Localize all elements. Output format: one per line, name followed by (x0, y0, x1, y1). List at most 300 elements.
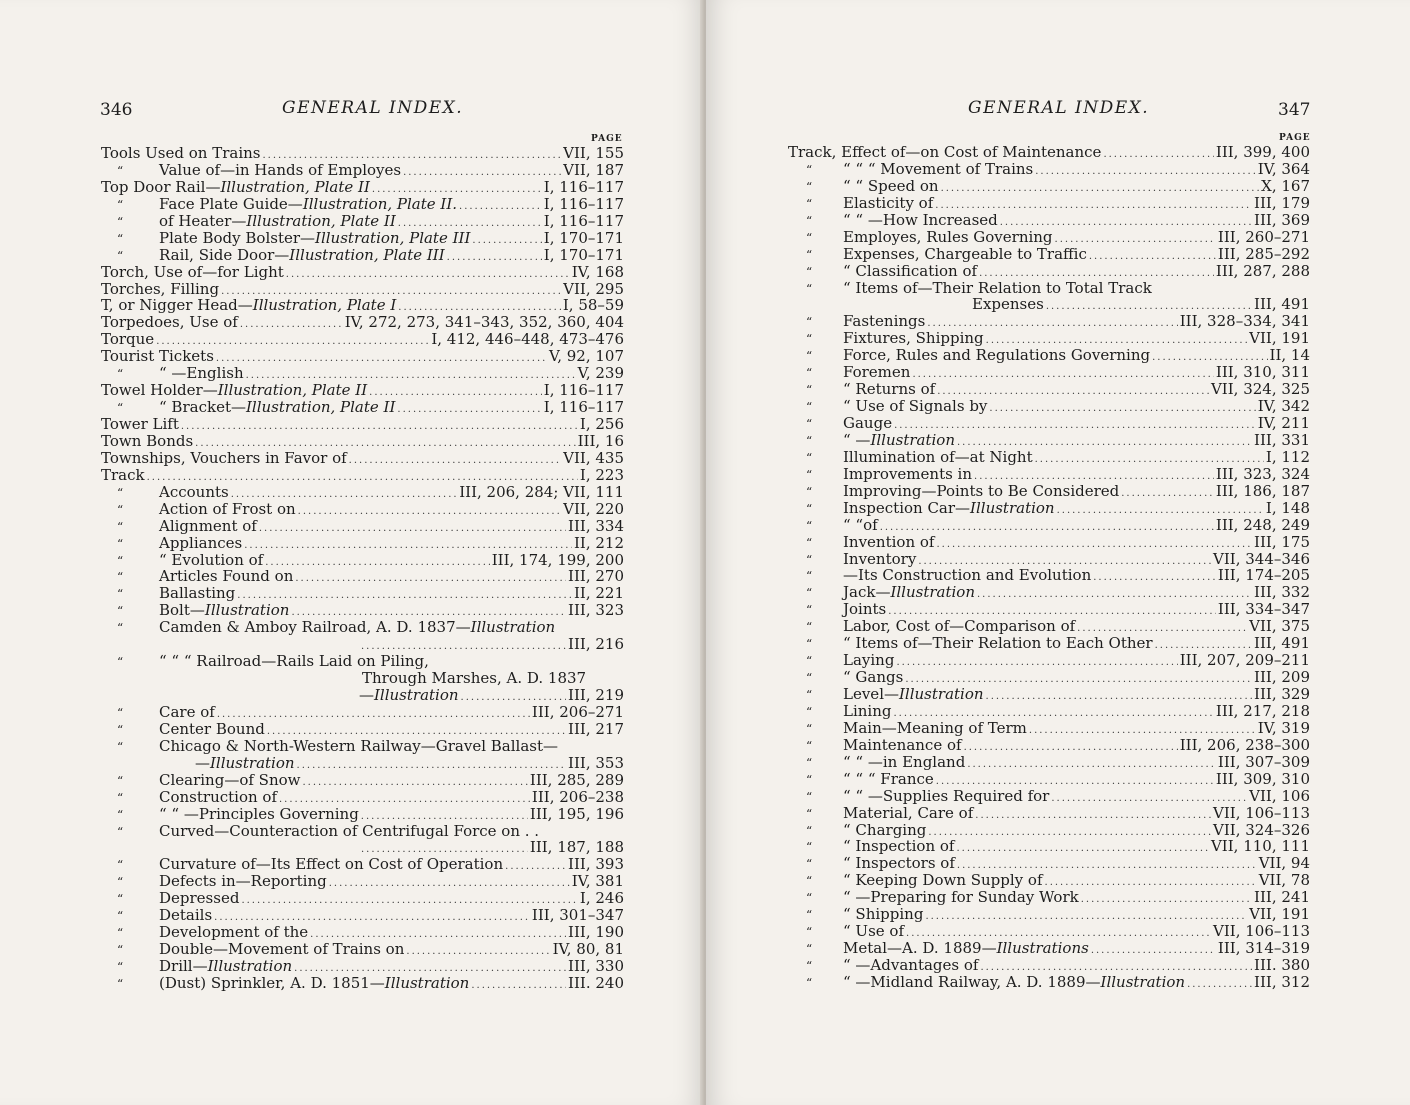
index-entry (788, 822, 1310, 839)
page-reference: X, 167 (1261, 176, 1310, 195)
page-reference: III, 491 (1254, 295, 1310, 314)
page-reference: IV, 319 (1257, 718, 1310, 737)
entry-text: Torpedoes, Use of (101, 313, 238, 332)
leader-dots (216, 351, 547, 368)
page-reference: III, 353 (568, 753, 624, 772)
leader-dots (941, 181, 1260, 198)
page-reference: VII, 94 (1258, 854, 1310, 873)
page-reference: III, 399, 400 (1215, 143, 1310, 161)
index-entry (101, 636, 624, 653)
index-entry (788, 161, 1310, 178)
entry-text: Towel Holder—Illustration, Plate II (101, 381, 368, 400)
page-number: 346 (100, 100, 133, 120)
leader-dots (403, 165, 561, 182)
leader-dots (975, 808, 1211, 825)
ditto-mark: “ (117, 604, 124, 619)
entry-text: “ —Illustration (843, 430, 955, 449)
entry-text: Accounts (159, 482, 229, 501)
ditto-mark: “ (117, 909, 124, 924)
ditto-mark: “ (806, 569, 813, 584)
entry-text: “ Gangs (843, 668, 904, 687)
entry-text: Foremen (843, 363, 911, 382)
entry-text: Depressed (159, 889, 240, 908)
page-number: 347 (1278, 100, 1311, 120)
entry-text: —Its Construction and Evolution (843, 566, 1092, 585)
ditto-mark: “ (806, 264, 813, 279)
index-entry (101, 975, 624, 992)
entry-text: Center Bound (159, 719, 265, 738)
entry-text: “ “ “ Movement of Trains (843, 159, 1034, 178)
leader-dots (349, 453, 561, 470)
index-entry (101, 416, 624, 433)
ditto-mark: “ (806, 484, 813, 499)
page-reference: IV, 272, 273, 341–343, 352, 360, 404 (344, 313, 624, 332)
index-entry (101, 907, 624, 924)
entry-text: Through Marshes, A. D. 1837 (362, 669, 587, 688)
index-entry (788, 347, 1310, 364)
index-entry (788, 940, 1310, 957)
leader-dots (295, 571, 566, 588)
leader-dots (471, 978, 566, 995)
index-entry (101, 467, 624, 484)
index-entry (101, 856, 624, 873)
index-entry (788, 584, 1310, 601)
index-column (788, 144, 1310, 991)
page-reference: IV, 211 (1257, 414, 1310, 432)
index-entry (788, 263, 1310, 280)
entry-text: Expenses (972, 295, 1044, 314)
page-reference: III, 219 (568, 686, 624, 704)
leader-dots (1187, 977, 1252, 994)
entry-text: “ —Midland Railway, A. D. 1889—Illustration (843, 972, 1186, 991)
entry-text: Ballasting (159, 584, 236, 603)
index-entry (101, 958, 624, 975)
ditto-mark: “ (117, 214, 124, 229)
entry-text: “ Returns of (843, 380, 936, 399)
entry-text: “ Use of Signals by (843, 397, 988, 416)
page-reference: III, 206, 284; VII, 111 (459, 482, 624, 501)
index-entry (101, 924, 624, 941)
entry-text: “ Evolution of (159, 550, 264, 569)
ditto-mark: “ (117, 570, 124, 585)
page-reference: III, 307–309 (1217, 752, 1310, 771)
ditto-mark: “ (117, 926, 124, 941)
index-entry (101, 890, 624, 907)
ditto-mark: “ (806, 467, 813, 482)
ditto-mark: “ (806, 213, 813, 228)
entry-text: Maintenance of (843, 735, 962, 754)
index-entry (788, 635, 1310, 652)
right-page (706, 0, 1410, 1105)
page-reference: III, 323, 324 (1215, 464, 1310, 483)
leader-dots (397, 402, 541, 419)
ditto-mark: “ (806, 247, 813, 262)
entry-text: “ “ “ France (843, 769, 934, 788)
leader-dots (956, 841, 1209, 858)
page-reference: III, 217 (568, 719, 624, 738)
index-entry (788, 771, 1310, 788)
index-entry (101, 399, 624, 416)
ditto-mark: “ (806, 857, 813, 872)
left-page (0, 0, 704, 1105)
index-entry (101, 518, 624, 535)
ditto-mark: “ (117, 502, 124, 517)
leader-dots (928, 825, 1211, 842)
page-reference: III, 260–271 (1217, 227, 1310, 246)
entry-text: Track, Effect of—on Cost of Maintenance (788, 143, 1102, 161)
ditto-mark: “ (806, 975, 813, 990)
page-reference: I, 256 (579, 415, 624, 433)
index-column (101, 145, 624, 992)
index-entry (788, 195, 1310, 212)
index-entry (788, 551, 1310, 568)
leader-dots (259, 521, 566, 538)
leader-dots (1093, 570, 1216, 587)
entry-text: “ “ —How Increased (843, 210, 998, 229)
index-entry (788, 381, 1310, 398)
index-entry (101, 162, 624, 179)
page-reference: III, 329 (1254, 685, 1310, 703)
index-entry (101, 247, 624, 264)
ditto-mark: “ (806, 721, 813, 736)
leader-dots (472, 233, 541, 250)
ditto-mark: “ (806, 789, 813, 804)
entry-text: Chicago & North-Western Railway—Gravel Ballast— (159, 736, 559, 755)
entry-text: Inspection Car—Illustration (843, 498, 1055, 517)
index-entry (101, 839, 624, 856)
leader-dots (1091, 943, 1216, 960)
page-reference: VII, 110, 111 (1210, 837, 1310, 856)
index-entry (788, 483, 1310, 500)
index-entry (101, 687, 624, 704)
ditto-mark: “ (806, 366, 813, 381)
entry-text: Curvature of—Its Effect on Cost of Operation (159, 855, 504, 874)
page-reference: VII, 106–113 (1213, 922, 1310, 941)
page-reference: IV, 381 (571, 872, 624, 891)
ditto-mark: “ (806, 671, 813, 686)
ditto-mark: “ (806, 840, 813, 855)
ditto-mark: “ (806, 620, 813, 635)
ditto-mark: “ (117, 519, 124, 534)
ditto-mark: “ (806, 925, 813, 940)
index-entry (101, 670, 624, 687)
page-reference: VII, 435 (563, 448, 624, 467)
page-reference: IV, 342 (1257, 397, 1310, 416)
index-entry (101, 230, 624, 247)
entry-text: Clearing—of Snow (159, 770, 301, 789)
ditto-mark: “ (806, 162, 813, 177)
index-entry (788, 212, 1310, 229)
leader-dots (967, 757, 1216, 774)
index-entry (788, 669, 1310, 686)
entry-text: Development of the (159, 923, 309, 942)
page-reference: III, 186, 187 (1215, 481, 1310, 500)
leader-dots (240, 317, 343, 334)
ditto-mark: “ (806, 637, 813, 652)
ditto-mark: “ (117, 790, 124, 805)
entry-text: Drill—Illustration (159, 957, 293, 975)
index-entry (788, 838, 1310, 855)
entry-text: Town Bonds (101, 431, 194, 450)
page-reference: III, 331 (1254, 430, 1310, 449)
page-reference: III, 187, 188 (529, 838, 624, 857)
entry-text: Improvements in (843, 464, 973, 483)
index-entry (101, 873, 624, 890)
entry-text: “ Shipping (843, 905, 924, 924)
page-reference: III, 309, 310 (1215, 769, 1310, 788)
leader-dots (964, 740, 1178, 757)
index-entry (101, 365, 624, 382)
page-reference: III. 380 (1254, 956, 1310, 974)
entry-text: Construction of (159, 787, 277, 806)
index-entry (101, 281, 624, 298)
page-reference: I, 116–117 (543, 398, 624, 417)
leader-dots (459, 199, 542, 216)
page-reference: III, 270 (568, 567, 624, 586)
ditto-mark: “ (806, 417, 813, 431)
index-entry (788, 500, 1310, 517)
index-entry (101, 789, 624, 806)
ditto-mark: “ (806, 806, 813, 821)
ditto-mark: “ (117, 553, 124, 568)
index-entry (101, 755, 624, 772)
ditto-mark: “ (806, 383, 813, 398)
entry-text: “ Use of (843, 922, 905, 941)
index-entry (788, 788, 1310, 805)
entry-text: Tools Used on Trains (101, 144, 261, 162)
entry-text: Track (101, 465, 145, 484)
entry-text: Tourist Tickets (101, 347, 214, 366)
index-entry (101, 602, 624, 619)
ditto-mark: “ (806, 772, 813, 787)
index-entry (788, 415, 1310, 432)
index-entry (101, 823, 624, 840)
entry-text: Invention of (843, 532, 935, 551)
leader-dots (1081, 892, 1252, 909)
ditto-mark: “ (117, 401, 124, 416)
page-reference: III, 332 (1254, 583, 1310, 602)
entry-text: Illumination of—at Night (843, 447, 1033, 466)
page-reference: I, 112 (1265, 447, 1310, 466)
index-entry (101, 348, 624, 365)
running-title: GENERAL INDEX. (282, 98, 464, 118)
page-reference: VII, 187 (563, 160, 624, 179)
entry-text: Double—Movement of Trains on (159, 940, 405, 959)
page-reference: III, 310, 311 (1215, 363, 1310, 382)
running-title: GENERAL INDEX. (968, 98, 1150, 118)
index-entry (788, 229, 1310, 246)
entry-text: Appliances (159, 533, 243, 552)
entry-text: “ “of (843, 515, 878, 534)
index-entry (101, 806, 624, 823)
ditto-mark: “ (806, 586, 813, 601)
index-entry (101, 501, 624, 518)
page-reference: III, 323 (568, 601, 624, 620)
entry-text: Articles Found on (159, 567, 294, 586)
index-entry (101, 179, 624, 196)
ditto-mark: “ (806, 281, 813, 296)
page-reference: IV, 168 (571, 262, 624, 281)
ditto-mark: “ (806, 874, 813, 889)
ditto-mark: “ (117, 231, 124, 246)
entry-text: T, or Nigger Head—Illustration, Plate I (101, 296, 397, 315)
leader-dots (989, 401, 1255, 418)
ditto-mark: “ (806, 179, 813, 194)
ditto-mark: “ (806, 891, 813, 906)
ditto-mark: “ (806, 603, 813, 618)
entry-text: Curved—Counteraction of Centrifugal Force on . . (159, 821, 540, 840)
leader-dots (241, 893, 577, 910)
index-entry (101, 619, 624, 636)
page-reference: III, 369 (1254, 210, 1310, 229)
entry-text: “ Inspectors of (843, 854, 955, 873)
page-reference: III, 206–238 (531, 787, 624, 806)
ditto-mark: “ (117, 367, 124, 382)
index-entry (788, 466, 1310, 483)
page-column-label: PAGE (591, 134, 623, 144)
index-entry (788, 923, 1310, 940)
entry-text: Torches, Filling (101, 279, 220, 298)
ditto-mark: “ (806, 450, 813, 465)
index-entry (101, 585, 624, 602)
index-entry (788, 178, 1310, 195)
page-reference: V, 239 (577, 364, 624, 383)
index-entry (788, 567, 1310, 584)
index-entry (788, 737, 1310, 754)
ditto-mark: “ (806, 654, 813, 669)
ditto-mark: “ (806, 501, 813, 516)
entry-text: Metal—A. D. 1889—Illustrations (843, 939, 1089, 958)
page-reference: VII, 220 (563, 499, 624, 518)
index-entry (788, 398, 1310, 415)
page-reference: IV, 364 (1257, 159, 1310, 178)
leader-dots (265, 555, 490, 572)
index-entry (101, 145, 624, 162)
ditto-mark: “ (806, 315, 813, 330)
index-entry (788, 889, 1310, 906)
index-entry (101, 213, 624, 230)
ditto-mark: “ (806, 688, 813, 702)
page-reference: III, 207, 209–211 (1179, 651, 1310, 670)
leader-dots (1121, 486, 1214, 503)
index-entry (101, 196, 624, 213)
entry-text: Top Door Rail—Illustration, Plate II (101, 177, 370, 196)
page-reference: I, 223 (579, 465, 624, 484)
page-reference: I, 148 (1265, 498, 1310, 517)
index-entry (788, 957, 1310, 974)
page-reference: III, 16 (577, 431, 624, 450)
page-reference: I, 116–117 (543, 381, 624, 400)
ditto-mark: “ (806, 518, 813, 533)
index-entry (788, 855, 1310, 872)
ditto-mark: “ (117, 960, 124, 974)
index-entry (101, 552, 624, 569)
ditto-mark: “ (806, 908, 813, 923)
leader-dots (505, 859, 566, 876)
leader-dots (302, 775, 527, 792)
entry-text: Face Plate Guide—Illustration, Plate II. (159, 194, 458, 213)
entry-text: Level—Illustration (843, 685, 984, 703)
entry-text: Details (159, 906, 213, 925)
ditto-mark: “ (117, 773, 124, 788)
ditto-mark: “ (806, 400, 813, 415)
page-reference: III, 285–292 (1217, 244, 1310, 263)
ditto-mark: “ (117, 875, 124, 890)
entry-text: Expenses, Chargeable to Traffic (843, 244, 1087, 263)
index-entry (788, 296, 1310, 313)
entry-text: Torch, Use of—for Light (101, 262, 284, 281)
index-entry (788, 652, 1310, 669)
leader-dots (1035, 164, 1255, 181)
page-reference: II, 212 (573, 533, 624, 552)
entry-text: Bolt—Illustration (159, 601, 290, 620)
entry-text: Labor, Cost of—Comparison of (843, 617, 1076, 636)
page-reference: III, 248, 249 (1215, 515, 1310, 534)
ditto-mark: “ (806, 942, 813, 957)
entry-text: Torque (101, 330, 155, 349)
entry-text: —Illustration (195, 753, 295, 772)
ditto-mark: “ (806, 196, 813, 211)
ditto-mark: “ (117, 485, 124, 500)
index-entry (788, 364, 1310, 381)
page-reference: I, 58–59 (562, 296, 624, 315)
ditto-mark: “ (806, 823, 813, 838)
leader-dots (1103, 147, 1213, 164)
index-entry (101, 704, 624, 721)
index-entry (788, 246, 1310, 263)
entry-text: Elasticity of (843, 193, 934, 212)
page-reference: III, 195, 196 (529, 804, 624, 823)
leader-dots (406, 944, 550, 961)
entry-text: “ Keeping Down Supply of (843, 871, 1043, 890)
ditto-mark: “ (117, 705, 124, 720)
index-entry (101, 738, 624, 755)
entry-text: “ “ —Supplies Required for (843, 786, 1050, 805)
page-reference: VII, 191 (1249, 329, 1310, 348)
page-reference: VII, 191 (1249, 905, 1310, 924)
leader-dots (912, 367, 1213, 384)
page-reference: II, 221 (573, 584, 624, 603)
ditto-mark: “ (806, 230, 813, 245)
ditto-mark: “ (117, 824, 124, 839)
ditto-mark: “ (117, 739, 124, 754)
ditto-mark: “ (117, 536, 124, 551)
page-reference: V, 92, 107 (549, 347, 624, 366)
ditto-mark: “ (117, 976, 124, 991)
entry-text: Fastenings (843, 312, 926, 331)
entry-text: Jack—Illustration (843, 583, 975, 602)
ditto-mark: “ (806, 755, 813, 770)
leader-dots (181, 419, 578, 436)
index-entry (788, 601, 1310, 618)
index-entry (101, 535, 624, 552)
ditto-mark: “ (117, 858, 124, 873)
page-reference: I, 116–117 (543, 177, 624, 196)
page-reference: I, 170–171 (543, 228, 624, 247)
page-reference: III, 491 (1254, 634, 1310, 653)
ditto-mark: “ (806, 332, 813, 347)
ditto-mark: “ (806, 433, 813, 448)
page-reference: VII, 155 (563, 144, 624, 162)
entry-text: “ Items of—Their Relation to Each Other (843, 634, 1153, 653)
page-reference: III, 314–319 (1217, 939, 1310, 958)
entry-text: Inventory (843, 549, 917, 568)
page-reference: VII, 106 (1249, 786, 1310, 805)
entry-text: Employes, Rules Governing (843, 227, 1053, 246)
ditto-mark: “ (117, 943, 124, 958)
entry-text: Main—Meaning of Term (843, 718, 1027, 737)
page-reference: III, 287, 288 (1215, 261, 1310, 280)
